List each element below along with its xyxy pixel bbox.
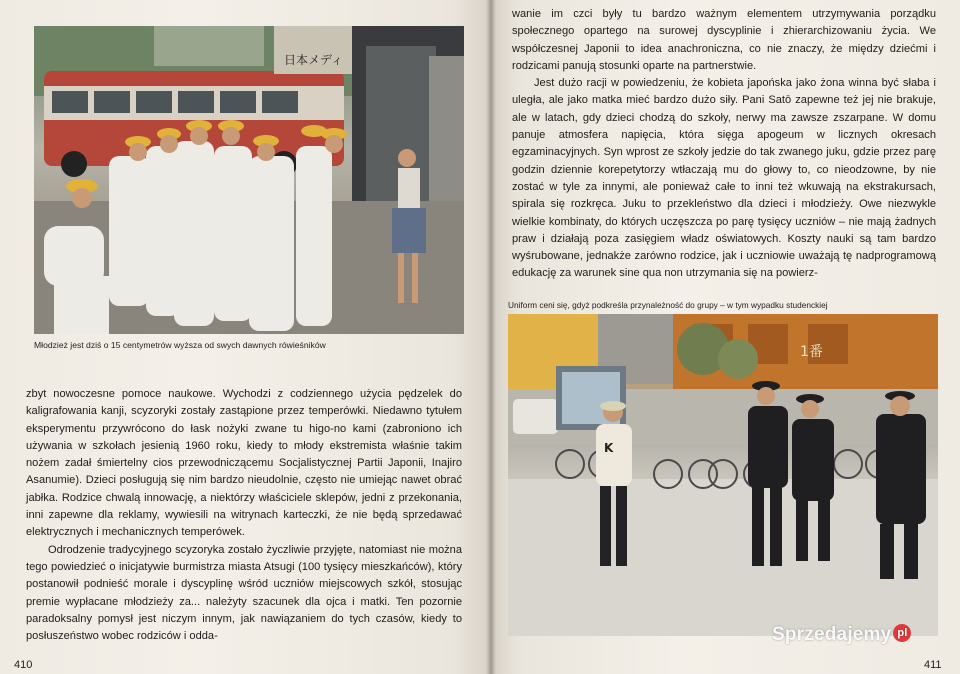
page-number-left: 410	[14, 659, 33, 671]
watermark-badge: pl	[893, 624, 911, 642]
right-paragraph-2: Jest dużo racji w powiedzeniu, że kobieta japońska jako żona winna być słaba i uległa, ale jako matka mieć bardzo dużo siły. Pani Satō zapewne też jej nie brakuje, ale w latach, gdy dzieci chodzą do szkoły, nerwy ma zawsze zszarpane. W domu panuje atmosfera napięcia, która sięga apogeum w licznych okresach egzaminacyjnych. Syn wprost ze szkoły jedzie do tak zwanego juku, gdzie przez parę godzin dziennie korepetytorzy wtłaczają mu do głowy to, co nieodzowne, by nie zostać w tyle za innymi, ale ponieważ całe to inni też wkuwają na ekstrakursach, spirala się rozkręca. Juku to przekleństwo dla dzieci i młodzieży. Owe niezwykle wielkie kombinaty, do których uczęszcza po parę tysięcy uczniów – nie mają żadnych praw i działają poza zasięgiem władz oświatowych. Koszty nauki są tam bardzo wyśrubowane, jednakże zarówno rodzice, jak i uczniowie uważają tę nadprogramową edukację za warunek sine qua non utrzymania się na powierz-	[512, 77, 936, 280]
photo1-caption: Młodzież jest dziś o 15 centymetrów wyższa od swych dawnych rówieśników	[34, 340, 326, 350]
left-paragraph-1: zbyt nowoczesne pomoce naukowe. Wychodzi z codziennego użycia pędzelek do kaligrafowania kanji, scyzoryki zostały zastąpione przez temperówki. Niedawno tytułem eksperymentu przywrócono do łask nożyki zwane tu higo-no kami (zabroniono ich używania w szkołach jesienią 1960 roku, kiedy to młody ekstremista właśnie takim nożem zadał śmiertelny cios przewodniczącemu Socjalistycznej Partii Japonii, Inajiro Asanumie). Dzieci posługują się nim bardzo nieudolnie, często nie umiejąc nawet obrać jabłka. Rodzice chwalą innowację, a niektórzy właściciele sklepów, jedni z przekonania, inni zapewne dla reklamy, wywiesili na witrynach karteczki, że nie będą sprzedawać elektrycznych i mechanicznych temperówek.	[26, 388, 462, 539]
photo2-caption: Uniform ceni się, gdyż podkreśla przynależność do grupy – w tym wypadku studenckiej	[508, 300, 828, 310]
photo-students-bus	[34, 26, 464, 334]
photo1-sign: 日本メディ	[284, 53, 344, 67]
watermark-logo	[772, 624, 911, 646]
left-paragraph-2: Odrodzenie tradycyjnego scyzoryka zostało życzliwie przyjęte, natomiast nie można tego powiedzieć o inicjatywie burmistrza miasta Atsugi (100 tysięcy mieszkańców), który postanowił podnieść morale i dyscyplinę wśród uczniów miejscowych szkół, stosując premie wypłacane młodzieży za... należyty szacunek dla ojca i matki. Ten pozornie paradoksalny pomysł jest niczym innym, jak nawiązaniem do tych czasów, kiedy to posłuszeństwo wobec rodziców i odda-	[26, 543, 462, 643]
page-number-right: 411	[924, 659, 942, 671]
photo2-sign: 1番	[800, 344, 823, 360]
book-gutter	[486, 0, 496, 674]
students-bus-illustration	[34, 26, 464, 334]
watermark-text: Sprzedajemy	[772, 624, 892, 645]
left-body-text	[26, 386, 462, 645]
uniformed-students-illustration	[508, 314, 938, 636]
right-body-text	[512, 6, 936, 283]
right-paragraph-1: wanie im czci były tu bardzo ważnym elementem utrzymywania porządku społecznego opartego na surowej dyscyplinie i zhierarchizowaniu życia. We współczesnej Japonii to idea anachroniczna, co nie znaczy, że między dziećmi i rodzicami panują stosunki oparte na partnerstwie.	[512, 8, 936, 72]
photo-uniformed-students	[508, 314, 938, 636]
photo2-letter: K	[604, 441, 614, 455]
